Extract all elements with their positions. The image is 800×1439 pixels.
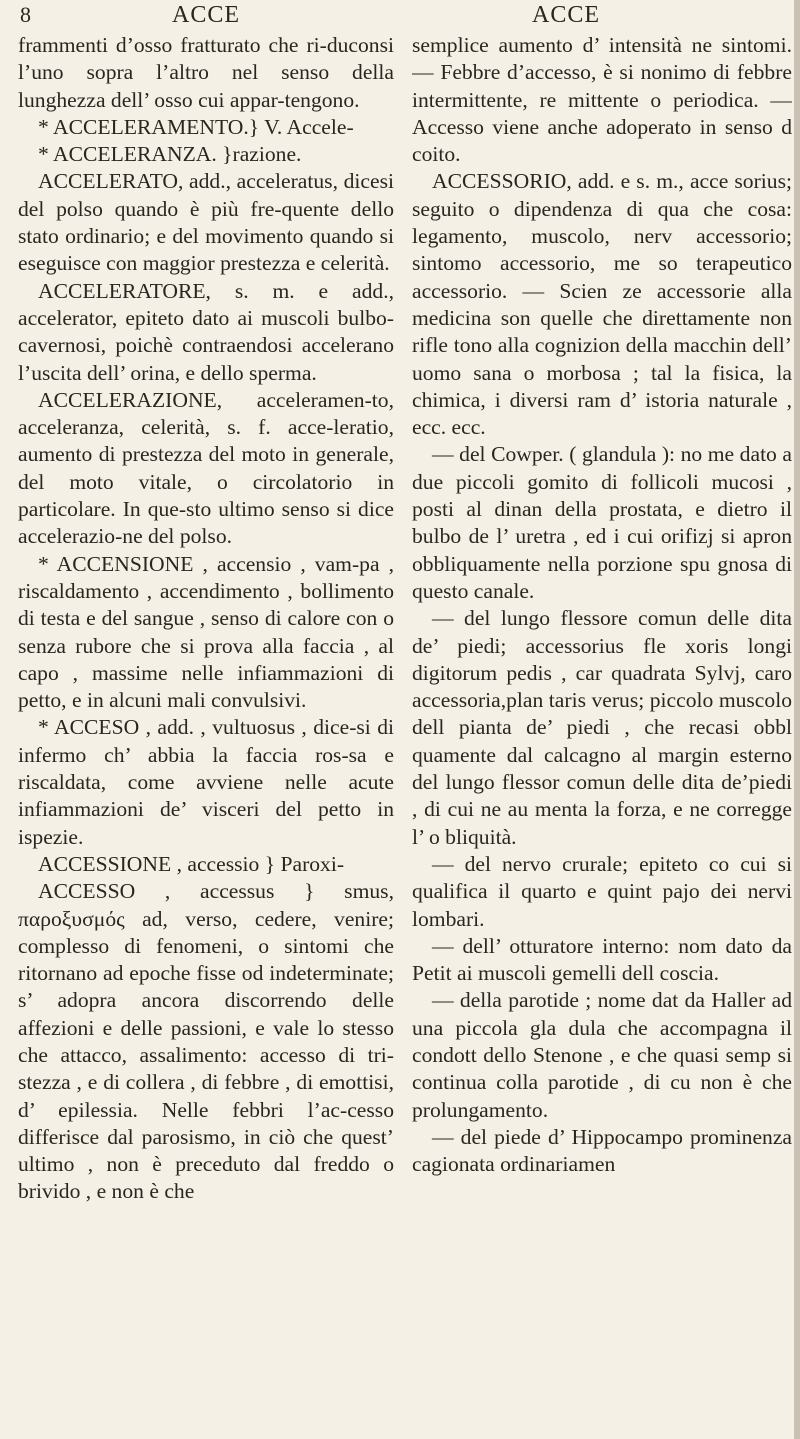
subentry-piede: — del piede d’ Hippocampo prominenza cagionata ordinariamen (412, 1124, 792, 1177)
right-text (412, 32, 792, 1178)
entry-accensione: * ACCENSIONE , accensio , vam-pa , riscaldamento , accendimento , bollimento di testa e del sangue , senso di calore con o senza rubore che si prova alla faccia , al capo , massime nelle infiammazioni di petto, e in alcuni mali convulsivi. (18, 551, 394, 713)
entry-accessione: ACCESSIONE , accessio } Paroxi- (38, 851, 345, 876)
left-header (18, 2, 394, 32)
page-edge-divider (794, 0, 800, 1439)
left-column (18, 0, 394, 1206)
entry-accelerato: ACCELERATO, add., acceleratus, dicesi del polso quando è più fre-quente dello stato ordinario; e del movimento quando si eseguisce con maggior prestezza e celerità. (18, 169, 394, 276)
entry-accessorio: ACCESSORIO, add. e s. m., acce sorius; seguito o dipendenza di qua che cosa: legamento, muscolo, nerv accessorio; sintomo accessorio, me so terapeutico accessorio. — Scien ze accessorie alla medicina son quelle che direttamente non rifle tono alla cognizion della macchin dell’ uomo sana o morbosa ; tal la fisica, la chimica, i diversi ram d’ istoria naturale , ecc. ecc. (412, 169, 792, 440)
subentry-nervo-crurale: — del nervo crurale; epiteto co cui si qualifica il quarto e quint pajo dei nervi lombari. (412, 851, 792, 931)
right-column (412, 0, 792, 1178)
subentry-otturatore: — dell’ otturatore interno: nom dato da Petit ai muscoli gemelli dell coscia. (412, 933, 792, 986)
entry-acceleranza: * ACCELERANZA. }razione. (38, 142, 302, 167)
subentry-parotide: — della parotide ; nome dat da Haller ad una piccola gla dula che accompagna il condott dello Stenone , e che quasi semp si continua colla parotide , di cu non è che prolungamento. (412, 988, 792, 1122)
entry-accesso: ACCESSO , accessus } smus, παροξυσμός ad, verso, cedere, venire; complesso di fenomeni, o sintomi che ritornano ad epoche fisse od indeterminate; s’ adopra ancora discorrendo delle affezioni e delle passioni, e vale lo stesso che attacco, assalimento: accesso di tri-stezza , e di collera , di febbre , di emottisi, d’ epilessia. Nelle febbri l’ac-cesso differisce dal parosismo, in ciò che quest’ ultimo , non è preceduto dal freddo o brivido , e non è che (18, 879, 394, 1204)
right-header (412, 2, 792, 32)
entry-acceleratore: ACCELERATORE, s. m. e add., accelerator, epiteto dato ai muscoli bulbo-cavernosi, poichè contraendosi accelerano l’uscita dell’ orina, e dello sperma. (18, 278, 394, 385)
subentry-lungo-flessore: — del lungo flessore comun delle dita de’ piedi; accessorius fle xoris longi digitorum pedis , car quadrata Sylvj, caro accessoria,plan taris verus; piccolo muscolo dell pianta de’ piedi , che recasi obbl quamente dal calcagno al margin esterno del lungo flessor comun delle dita de’piedi , di cui ne au menta la forza, e ne corregge l’ o bliquità. (412, 606, 792, 849)
left-running-head: ACCE (171, 2, 240, 28)
paragraph: semplice aumento d’ intensità ne sintomi. — Febbre d’accesso, è si nonimo di febbre intermittente, re mittente o periodica. — Accesso viene anche adoperato in senso d coito. (412, 33, 792, 167)
right-running-head: ACCE (532, 2, 601, 28)
entry-accelerazione: ACCELERAZIONE, acceleramen-to, acceleranza, celerità, s. f. acce-leratio, aumento di prestezza del moto in generale, del moto vitale, o circolatorio in particolare. In que-sto ultimo senso si dice accelerazio-ne del polso. (18, 387, 394, 549)
entry-acceso: * ACCESO , add. , vultuosus , dice-si di infermo ch’ abbia la faccia ros-sa e riscaldata, come avviene nelle acute infiammazioni de’ visceri del petto in ispezie. (18, 715, 394, 849)
entry-acceleramento: * ACCELERAMENTO.} V. Accele- (38, 114, 354, 139)
page-number: 8 (20, 2, 32, 27)
paragraph: frammenti d’osso fratturato che ri-duconsi l’uno sopra l’altro nel senso della lunghezza dell’ osso cui appar-tengono. (18, 33, 394, 112)
left-text (18, 32, 394, 1206)
subentry-cowper: — del Cowper. ( glandula ): no me dato a due piccoli gomito di follicoli mucosi , posti al dinan della prostata, e dietro il bulbo de l’ uretra , ed i cui orifizj si apron obbliquamente nella porzione spu gnosa di questo canale. (412, 442, 792, 603)
